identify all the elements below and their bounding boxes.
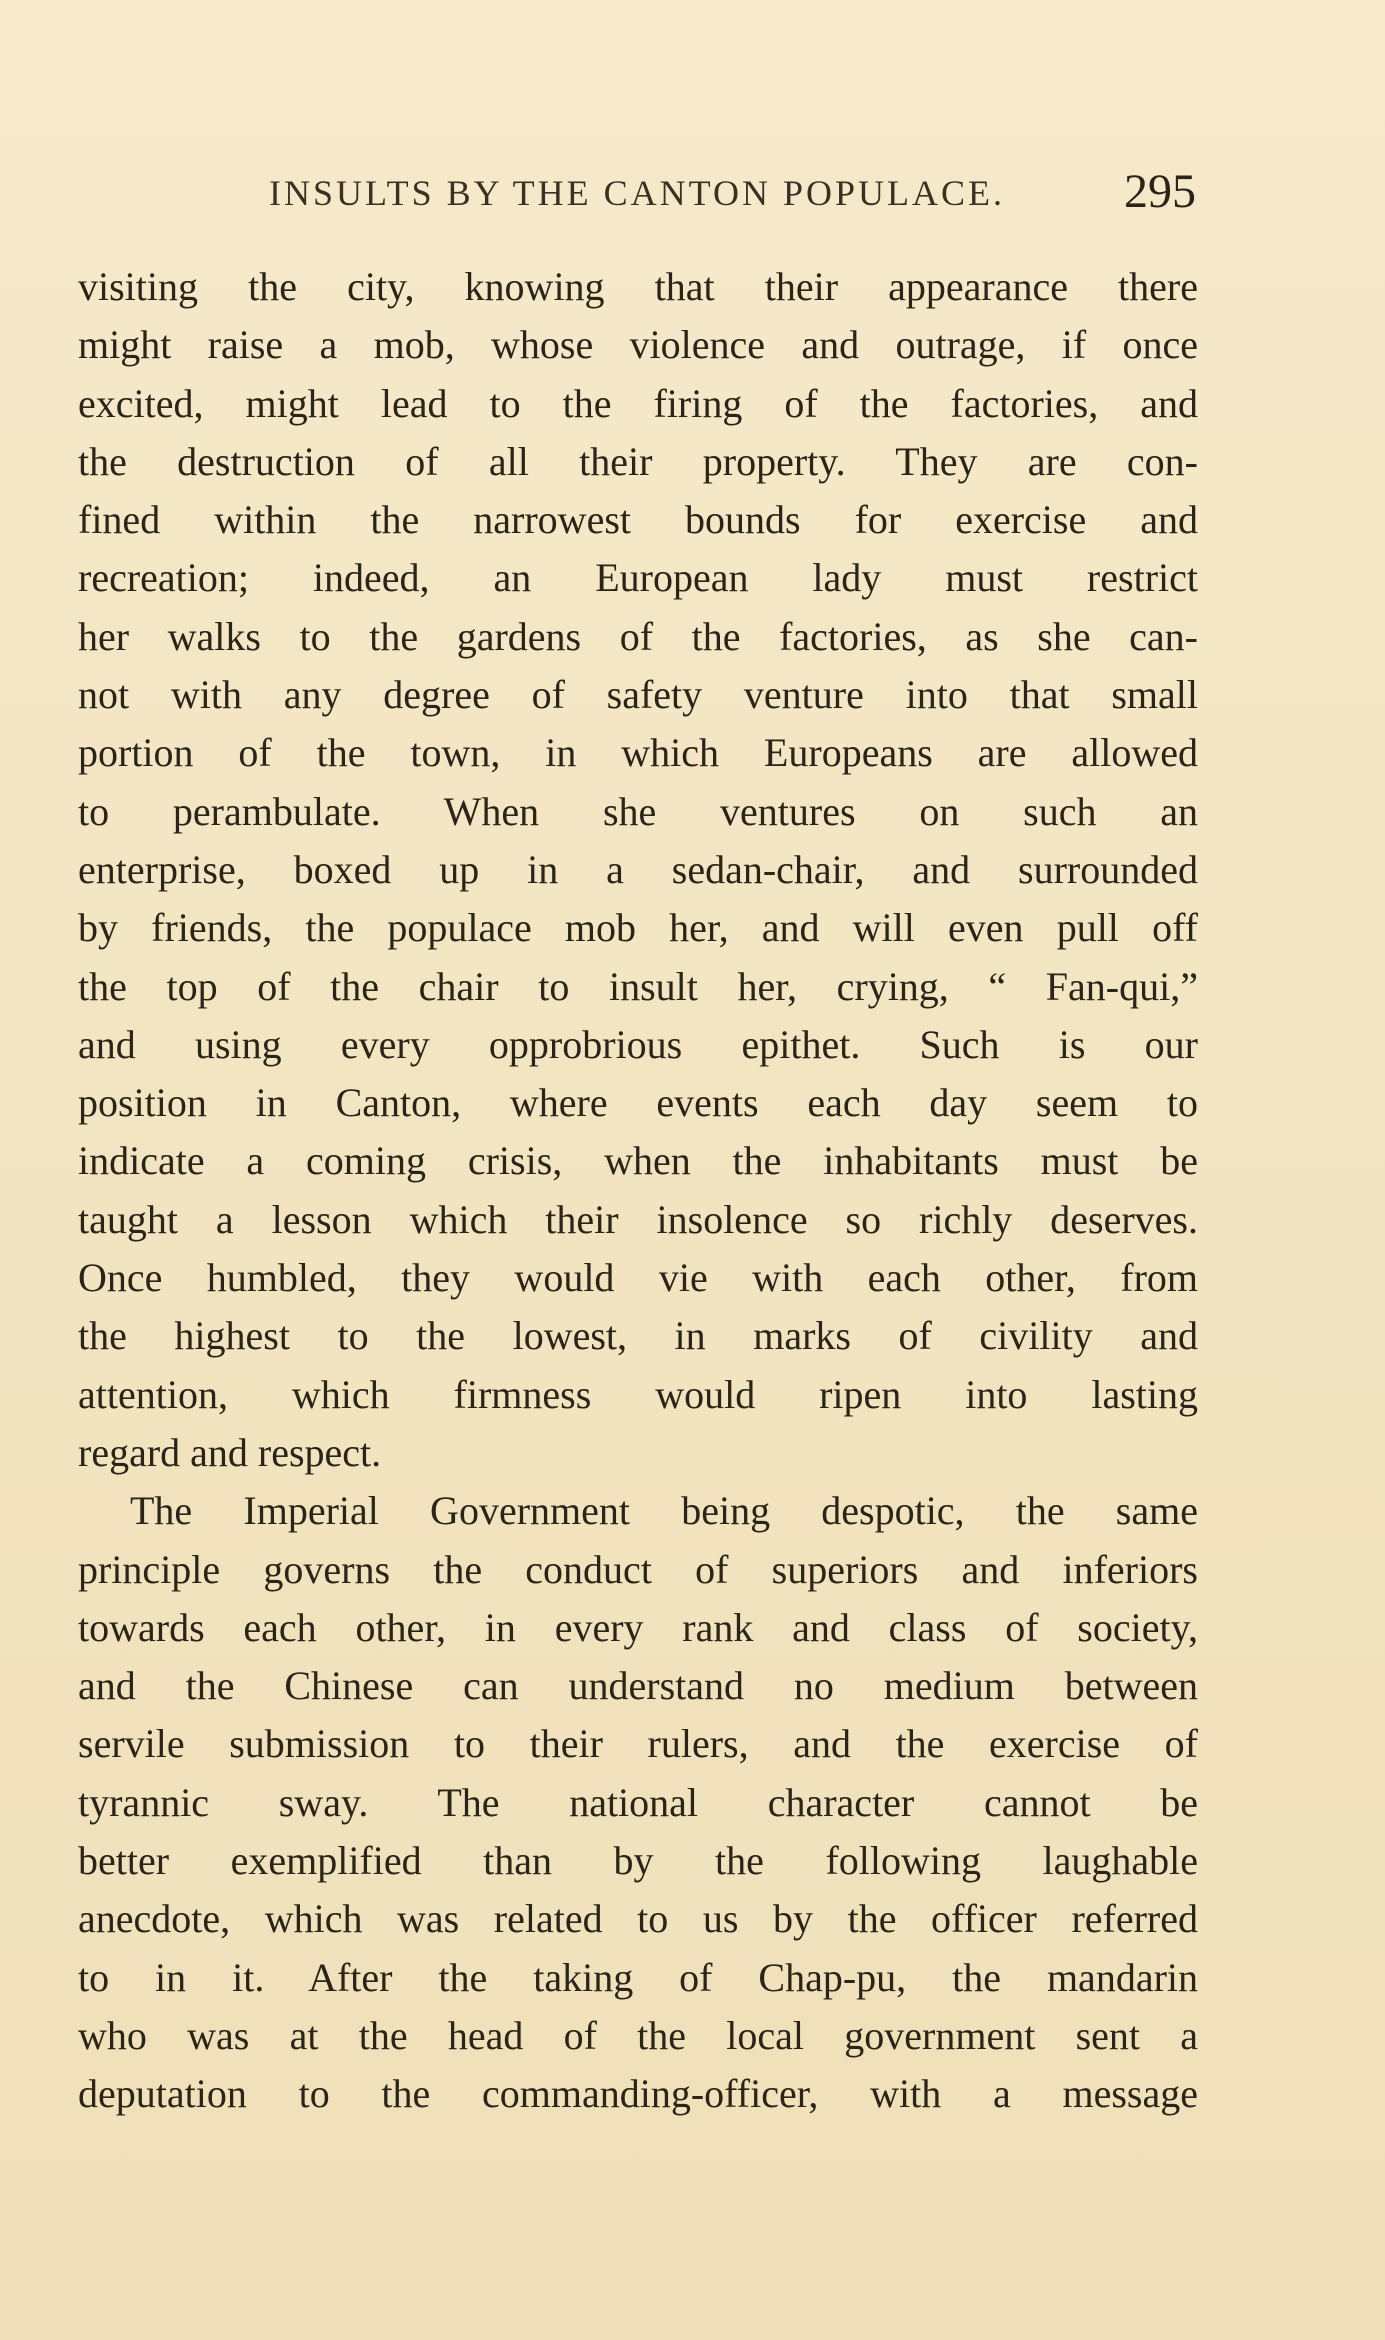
text-line: servile submission to their rulers, and the exercise of bbox=[78, 1721, 1198, 1767]
page-number: 295 bbox=[1124, 165, 1196, 218]
paragraph-end-line: regard and respect. bbox=[78, 1429, 382, 1475]
text-line: the top of the chair to insult her, crying, “ Fan-qui,” bbox=[78, 963, 1198, 1009]
running-title: INSULTS BY THE CANTON POPULACE. bbox=[268, 173, 1006, 213]
text-line: enterprise, boxed up in a sedan-chair, and surrounded bbox=[78, 846, 1198, 892]
text-line: Once humbled, they would vie with each other, from bbox=[78, 1255, 1198, 1301]
text-line: recreation; indeed, an European lady must restrict bbox=[78, 555, 1198, 601]
text-line: tyrannic sway. The national character cannot be bbox=[78, 1779, 1198, 1825]
text-line: position in Canton, where events each day seem to bbox=[78, 1080, 1198, 1126]
text-line: visiting the city, knowing that their appearance there bbox=[78, 264, 1198, 309]
text-line: anecdote, which was related to us by the officer referred bbox=[78, 1896, 1198, 1942]
text-line: excited, might lead to the firing of the factories, and bbox=[78, 380, 1198, 426]
text-line: the destruction of all their property. They are con- bbox=[78, 438, 1198, 484]
text-line: and the Chinese can understand no medium between bbox=[78, 1663, 1198, 1709]
text-line: deputation to the commanding-officer, with a message bbox=[78, 2071, 1198, 2117]
text-line: better exemplified than by the following laughable bbox=[78, 1838, 1198, 1884]
running-head bbox=[78, 165, 1196, 218]
text-line: attention, which firmness would ripen into lasting bbox=[78, 1371, 1198, 1417]
text-line: who was at the head of the local government sent a bbox=[78, 2012, 1198, 2058]
text-line: her walks to the gardens of the factories, as she can- bbox=[78, 613, 1198, 659]
text-line: to perambulate. When she ventures on such an bbox=[78, 788, 1198, 834]
text-line: by friends, the populace mob her, and will even pull off bbox=[78, 905, 1198, 951]
text-line: taught a lesson which their insolence so richly deserves. bbox=[78, 1196, 1198, 1242]
text-line: portion of the town, in which Europeans are allowed bbox=[78, 730, 1198, 776]
text-line: might raise a mob, whose violence and outrage, if once bbox=[78, 322, 1198, 368]
text-line: to in it. After the taking of Chap-pu, the mandarin bbox=[78, 1954, 1198, 2000]
text-line: indicate a coming crisis, when the inhabitants must be bbox=[78, 1138, 1198, 1184]
paragraph-start-line: The Imperial Government being despotic, the same bbox=[130, 1488, 1198, 1534]
text-line: towards each other, in every rank and class of society, bbox=[78, 1604, 1198, 1650]
text-line: principle governs the conduct of superiors and inferiors bbox=[78, 1546, 1198, 1592]
text-line: and using every opprobrious epithet. Such is our bbox=[78, 1021, 1198, 1067]
text-line: not with any degree of safety venture into that small bbox=[78, 672, 1198, 718]
text-line: the highest to the lowest, in marks of civility and bbox=[78, 1313, 1198, 1359]
text-line: fined within the narrowest bounds for exercise and bbox=[78, 497, 1198, 543]
body-text bbox=[78, 258, 1198, 2124]
